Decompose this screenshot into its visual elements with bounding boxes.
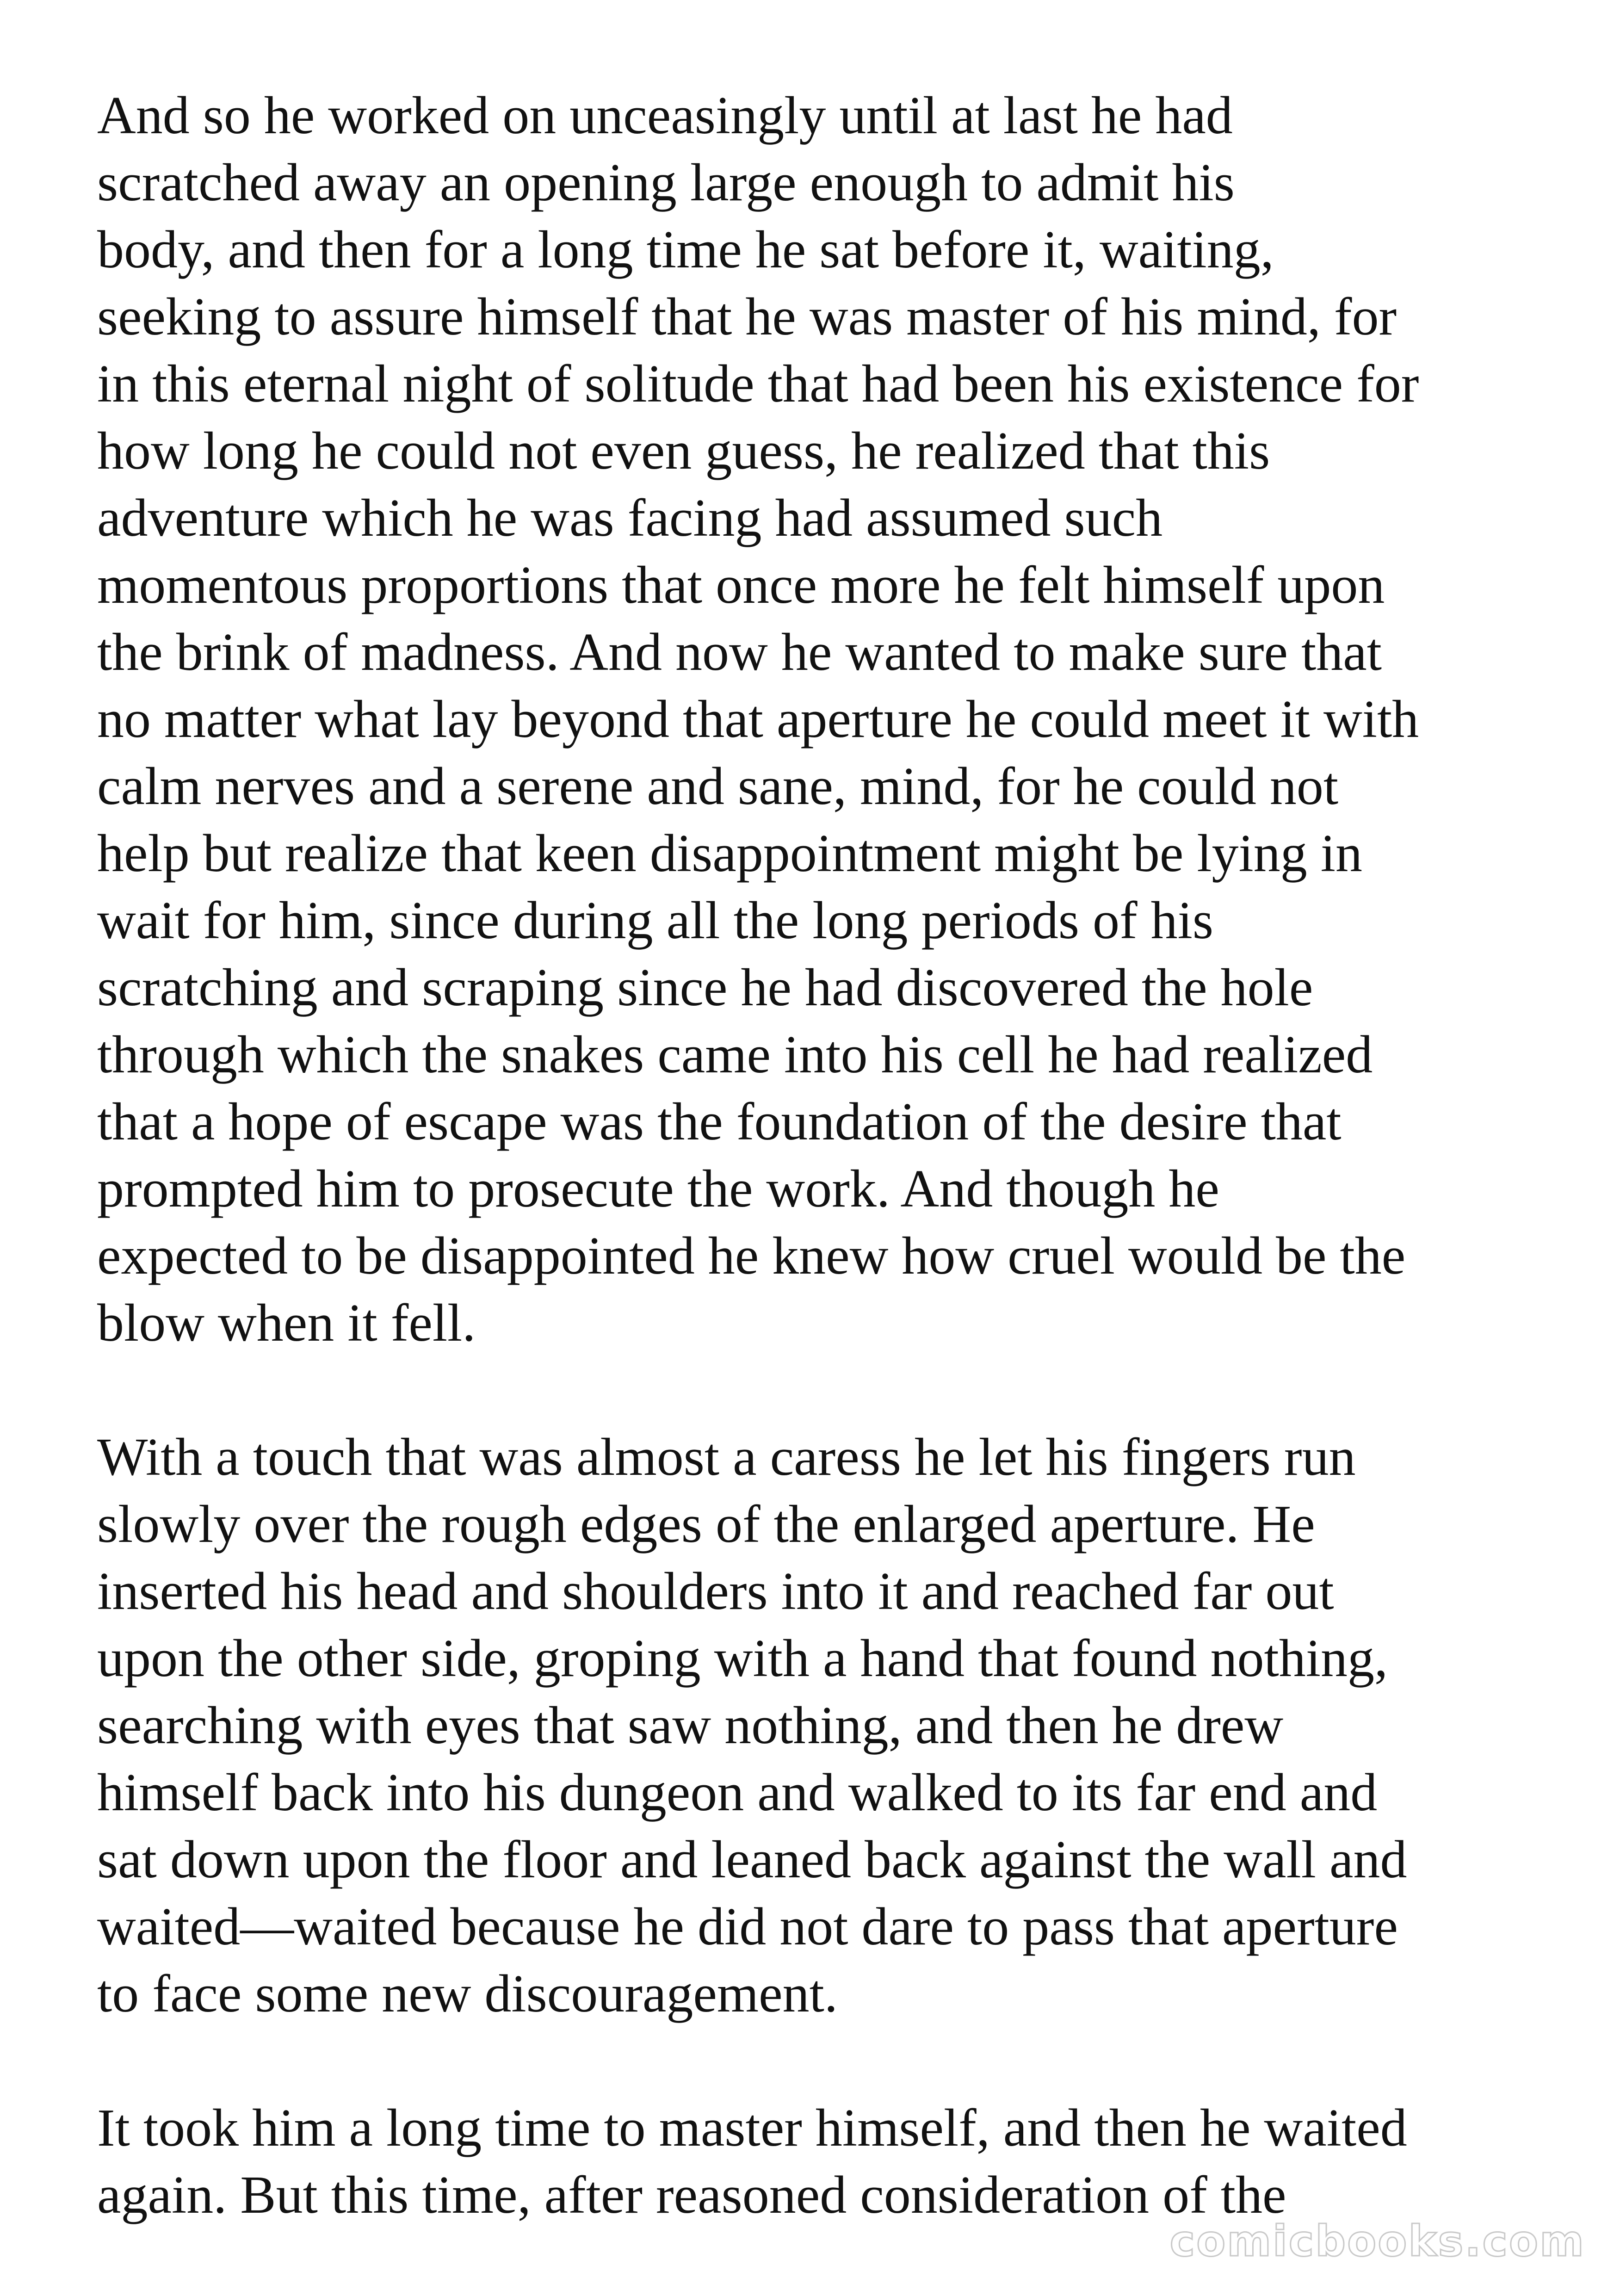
text-line: to face some new discouragement.: [97, 1964, 838, 2024]
text-line: inserted his head and shoulders into it and reached far out: [97, 1562, 1334, 1621]
text-line: sat down upon the floor and leaned back against the wall and: [97, 1830, 1407, 1889]
text-line: expected to be disappointed he knew how cruel would be the: [97, 1226, 1406, 1286]
paragraph-1: [97, 82, 1577, 1357]
text-line: With a touch that was almost a caress he let his fingers run: [97, 1428, 1356, 1487]
watermark-logo: comicbooks.com: [1169, 2216, 1585, 2266]
text-line: through which the snakes came into his cell he had realized: [97, 1025, 1373, 1084]
text-line: help but realize that keen disappointment might be lying in: [97, 824, 1363, 883]
text-line: adventure which he was facing had assumed such: [97, 489, 1163, 548]
text-line: blow when it fell.: [97, 1293, 476, 1353]
text-line: no matter what lay beyond that aperture he could meet it with: [97, 690, 1419, 749]
body-text: [97, 82, 1577, 2296]
paragraph-2: [97, 1424, 1577, 2028]
text-line: body, and then for a long time he sat before it, waiting,: [97, 220, 1274, 279]
text-line: scratched away an opening large enough to admit his: [97, 153, 1235, 212]
text-line: searching with eyes that saw nothing, and then he drew: [97, 1696, 1284, 1755]
text-line: And so he worked on unceasingly until at last he had: [97, 86, 1233, 145]
text-line: how long he could not even guess, he realized that this: [97, 421, 1270, 481]
text-line: again. But this time, after reasoned consideration of the: [97, 2166, 1286, 2225]
text-line: slowly over the rough edges of the enlarged aperture. He: [97, 1495, 1315, 1554]
text-line: calm nerves and a serene and sane, mind, for he could not: [97, 757, 1339, 816]
text-line: upon the other side, groping with a hand that found nothing,: [97, 1629, 1388, 1688]
text-line: waited—waited because he did not dare to pass that aperture: [97, 1897, 1398, 1956]
text-line: It took him a long time to master himself, and then he waited: [97, 2098, 1407, 2158]
text-line: seeking to assure himself that he was master of his mind, for: [97, 287, 1397, 347]
text-line: scratching and scraping since he had discovered the hole: [97, 958, 1313, 1017]
text-line: prompted him to prosecute the work. And though he: [97, 1159, 1219, 1219]
text-line: the brink of madness. And now he wanted to make sure that: [97, 623, 1382, 682]
text-line: in this eternal night of solitude that had been his existence for: [97, 354, 1419, 414]
text-line: himself back into his dungeon and walked to its far end and: [97, 1763, 1378, 1822]
text-line: that a hope of escape was the foundation of the desire that: [97, 1092, 1342, 1151]
paragraph-3: [97, 2095, 1577, 2229]
text-line: wait for him, since during all the long periods of his: [97, 891, 1214, 950]
text-line: momentous proportions that once more he felt himself upon: [97, 556, 1385, 615]
